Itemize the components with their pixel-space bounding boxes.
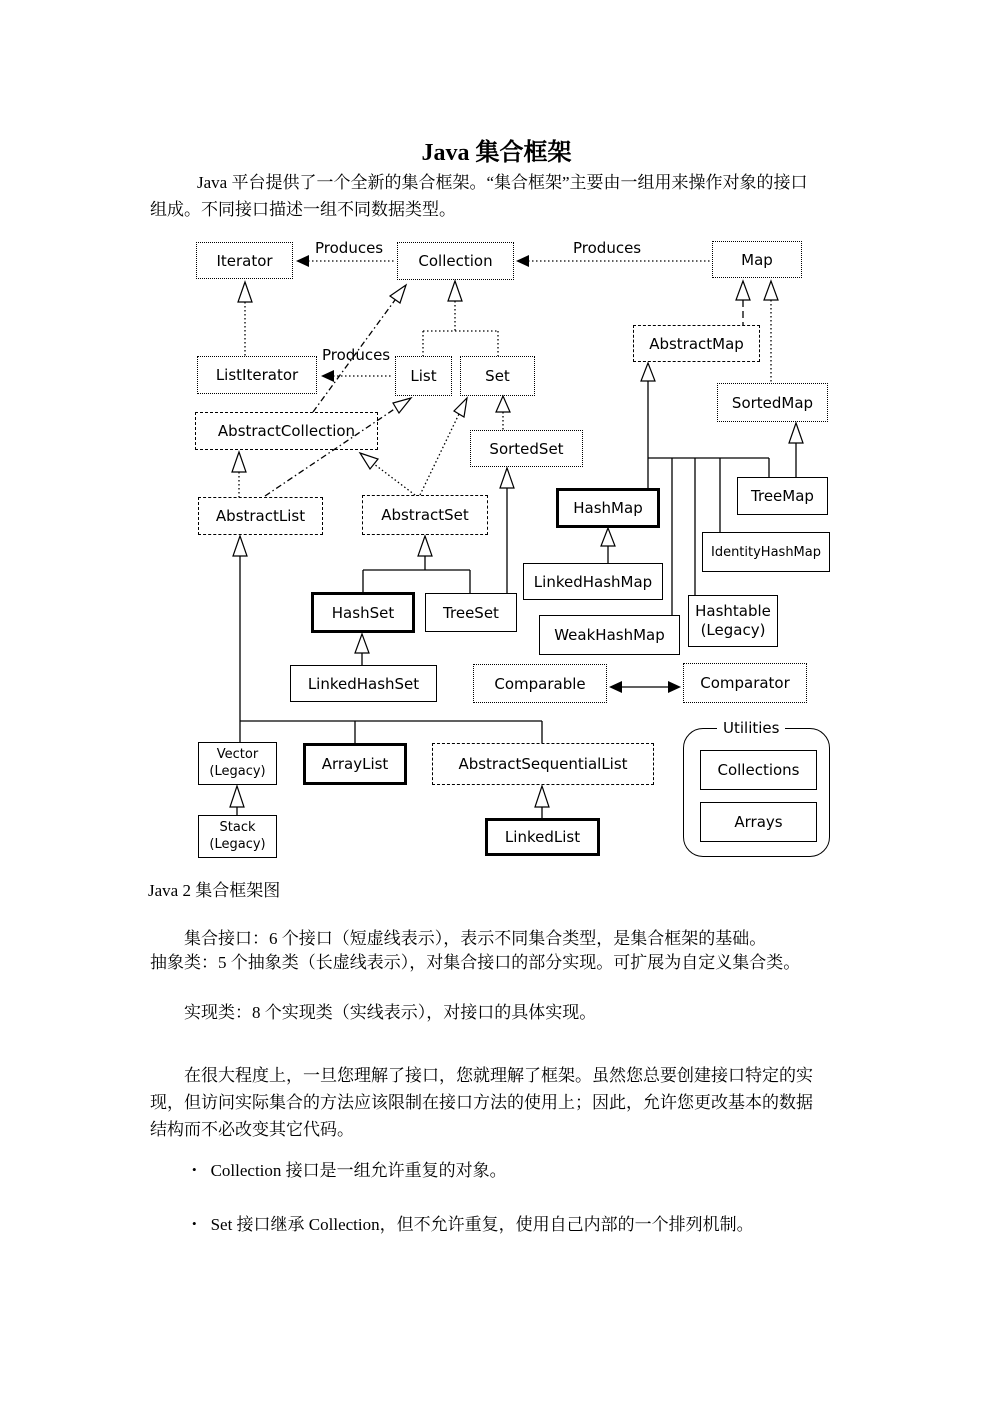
edge-listiterator-iterator [238, 282, 252, 356]
node-abstractcollection: AbstractCollection [195, 412, 378, 450]
node-iterator: Iterator [196, 242, 293, 279]
intro-line: 组成。不同接口描述一组不同数据类型。 [150, 200, 456, 219]
impl-line: 实现类：8 个实现类（实线表示），对接口的具体实现。 [184, 1003, 597, 1022]
edge-abstractlist-abstractcollection [232, 452, 246, 497]
node-stack-line1: Stack [219, 820, 256, 836]
node-identityhashmap: IdentityHashMap [702, 532, 830, 572]
produces-label: Produces [315, 239, 384, 257]
node-abstractmap: AbstractMap [633, 325, 760, 362]
edge-abstractset-set [420, 398, 467, 495]
node-hashtable-line1: Hashtable [695, 602, 771, 621]
node-treemap: TreeMap [737, 477, 828, 515]
edge-sortedset-set [496, 396, 510, 430]
body-line: 现，但访问实际集合的方法应该限制在接口方法的使用上；因此，允许您更改基本的数据 [150, 1093, 813, 1112]
bullet-marker: • [192, 1162, 197, 1177]
edge-linkedhashmap-hashmap [601, 528, 615, 563]
node-abstractsequentiallist: AbstractSequentialList [432, 743, 654, 785]
node-comparable: Comparable [473, 664, 607, 703]
edge-treeset-sortedset [500, 468, 514, 593]
node-stack [198, 815, 277, 858]
node-comparator: Comparator [683, 663, 807, 703]
node-linkedhashmap: LinkedHashMap [523, 563, 663, 600]
edge-treemap-sortedmap [789, 423, 803, 477]
bullet-text: Set 接口继承 Collection，但不允许重复，使用自己内部的一个排列机制。 [210, 1215, 754, 1234]
edge-sortedmap-map [764, 281, 778, 383]
node-map: Map [712, 241, 802, 278]
bullet-marker: • [192, 1216, 197, 1231]
node-stack-line2: (Legacy) [209, 836, 266, 852]
node-weakhashmap: WeakHashMap [539, 615, 680, 655]
node-vector [198, 742, 277, 785]
body-line: 结构而不必改变其它代码。 [150, 1120, 354, 1139]
node-arraylist: ArrayList [303, 743, 407, 785]
edge-set-implementations-abstractset [363, 536, 470, 593]
types-line: 集合接口：6 个接口（短虚线表示），表示不同集合类型，是集合框架的基础。 [184, 929, 767, 948]
edge-stack-vector [230, 786, 244, 815]
edge-collection-list-set [423, 281, 498, 356]
edge-linkedhashset-hashset [355, 634, 369, 665]
bullet-text: Collection 接口是一组允许重复的对象。 [210, 1161, 507, 1180]
node-hashset: HashSet [311, 592, 415, 633]
node-vector-line1: Vector [216, 747, 259, 763]
bullet-item [192, 1214, 754, 1235]
edge-linkedlist-abstractsequentiallist [535, 786, 549, 818]
edge-abstractmap-map [736, 281, 750, 325]
impl-paragraph [150, 1001, 596, 1025]
edge-comparable-comparator [609, 681, 681, 693]
edge-list-implementations-abstractlist [233, 536, 542, 743]
node-hashmap: HashMap [556, 488, 660, 528]
node-sortedmap: SortedMap [717, 383, 828, 422]
figure-caption: Java 2 集合框架图 [148, 881, 281, 900]
node-collection: Collection [397, 242, 514, 280]
edge-list-produces-listiterator [321, 370, 393, 382]
page-title: Java 集合框架 [421, 140, 572, 166]
intro-line: Java 平台提供了一个全新的集合框架。“集合框架”主要由一组用来操作对象的接口 [197, 173, 808, 192]
node-hashtable [688, 595, 778, 647]
bullet-item [192, 1160, 507, 1181]
node-abstractset: AbstractSet [362, 495, 488, 535]
node-treeset: TreeSet [425, 593, 517, 632]
node-abstractlist: AbstractList [198, 497, 323, 535]
utilities-label: Utilities [717, 719, 785, 737]
node-collections: Collections [700, 750, 817, 790]
produces-label: Produces [573, 239, 642, 257]
node-list: List [395, 356, 452, 396]
node-listiterator: ListIterator [197, 356, 317, 394]
node-linkedlist: LinkedList [485, 818, 600, 856]
edge-abstractset-abstractcollection [360, 453, 415, 495]
types-paragraph [150, 927, 800, 975]
produces-label: Produces [322, 346, 391, 364]
body-line: 在很大程度上，一旦您理解了接口，您就理解了框架。虽然您总要创建接口特定的实 [184, 1066, 813, 1085]
node-set: Set [460, 356, 535, 396]
node-vector-line2: (Legacy) [209, 763, 266, 779]
types-line: 抽象类：5 个抽象类（长虚线表示），对集合接口的部分实现。可扩展为自定义集合类。 [150, 953, 801, 972]
node-sortedset: SortedSet [470, 430, 583, 467]
node-arrays: Arrays [700, 802, 817, 842]
body-paragraph [150, 1062, 813, 1143]
node-linkedhashset: LinkedHashSet [290, 665, 437, 702]
node-hashtable-line2: (Legacy) [700, 621, 766, 639]
